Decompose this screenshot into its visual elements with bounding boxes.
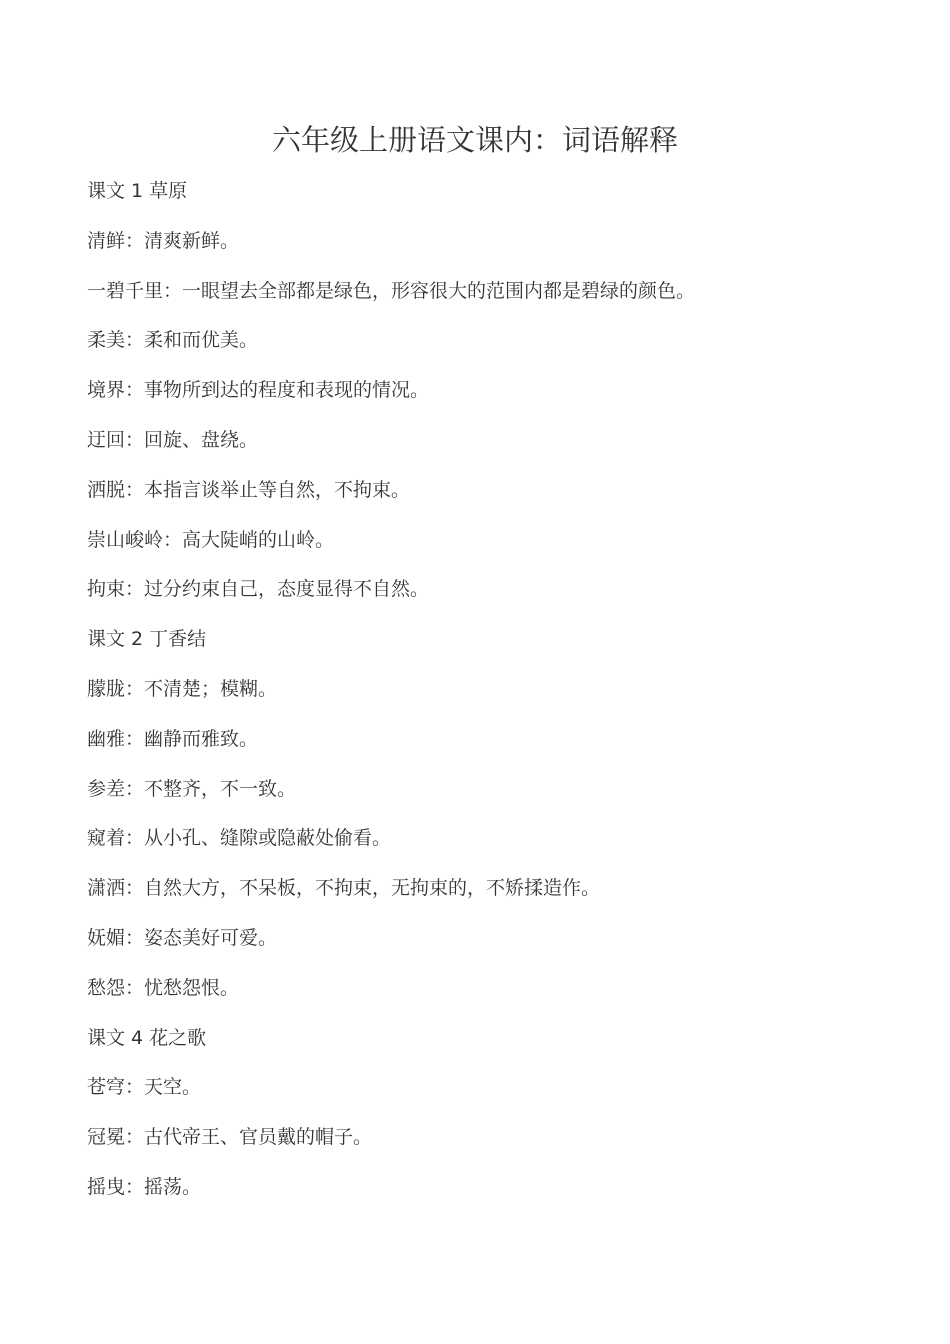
word-entry: 妩媚：姿态美好可爱。 (87, 926, 278, 949)
word-entry: 参差：不整齐，不一致。 (87, 777, 297, 800)
word-entry: 迂回：回旋、盘绕。 (87, 428, 259, 451)
document-title: 六年级上册语文课内：词语解释 (271, 123, 678, 157)
word-entry: 幽雅：幽静而雅致。 (87, 727, 259, 750)
section-heading: 课文 4 花之歌 (87, 1026, 207, 1049)
word-entry: 摇曳：摇荡。 (87, 1175, 202, 1198)
word-entry: 一碧千里：一眼望去全部都是绿色，形容很大的范围内都是碧绿的颜色。 (87, 279, 696, 302)
word-entry: 冠冕：古代帝王、官员戴的帽子。 (87, 1126, 373, 1149)
word-entry: 窥着：从小孔、缝隙或隐蔽处偷看。 (87, 827, 392, 850)
entry-list (87, 176, 887, 1222)
word-entry: 潇洒：自然大方，不呆板，不拘束，无拘束的，不矫揉造作。 (87, 877, 601, 900)
section-heading: 课文 1 草原 (87, 180, 188, 202)
word-entry: 崇山峻岭：高大陡峭的山岭。 (87, 528, 335, 551)
word-entry: 境界：事物所到达的程度和表现的情况。 (87, 379, 430, 402)
word-entry: 拘束：过分约束自己，态度显得不自然。 (87, 578, 430, 601)
word-entry: 清鲜：清爽新鲜。 (87, 229, 240, 252)
word-entry: 苍穹：天空。 (87, 1076, 202, 1099)
section-heading: 课文 2 丁香结 (87, 628, 207, 651)
word-entry: 愁怨：忧愁怨恨。 (87, 976, 240, 999)
word-entry: 洒脱：本指言谈举止等自然，不拘束。 (87, 478, 411, 501)
word-entry: 柔美：柔和而优美。 (87, 329, 259, 352)
word-entry: 朦胧：不清楚；模糊。 (87, 677, 278, 700)
